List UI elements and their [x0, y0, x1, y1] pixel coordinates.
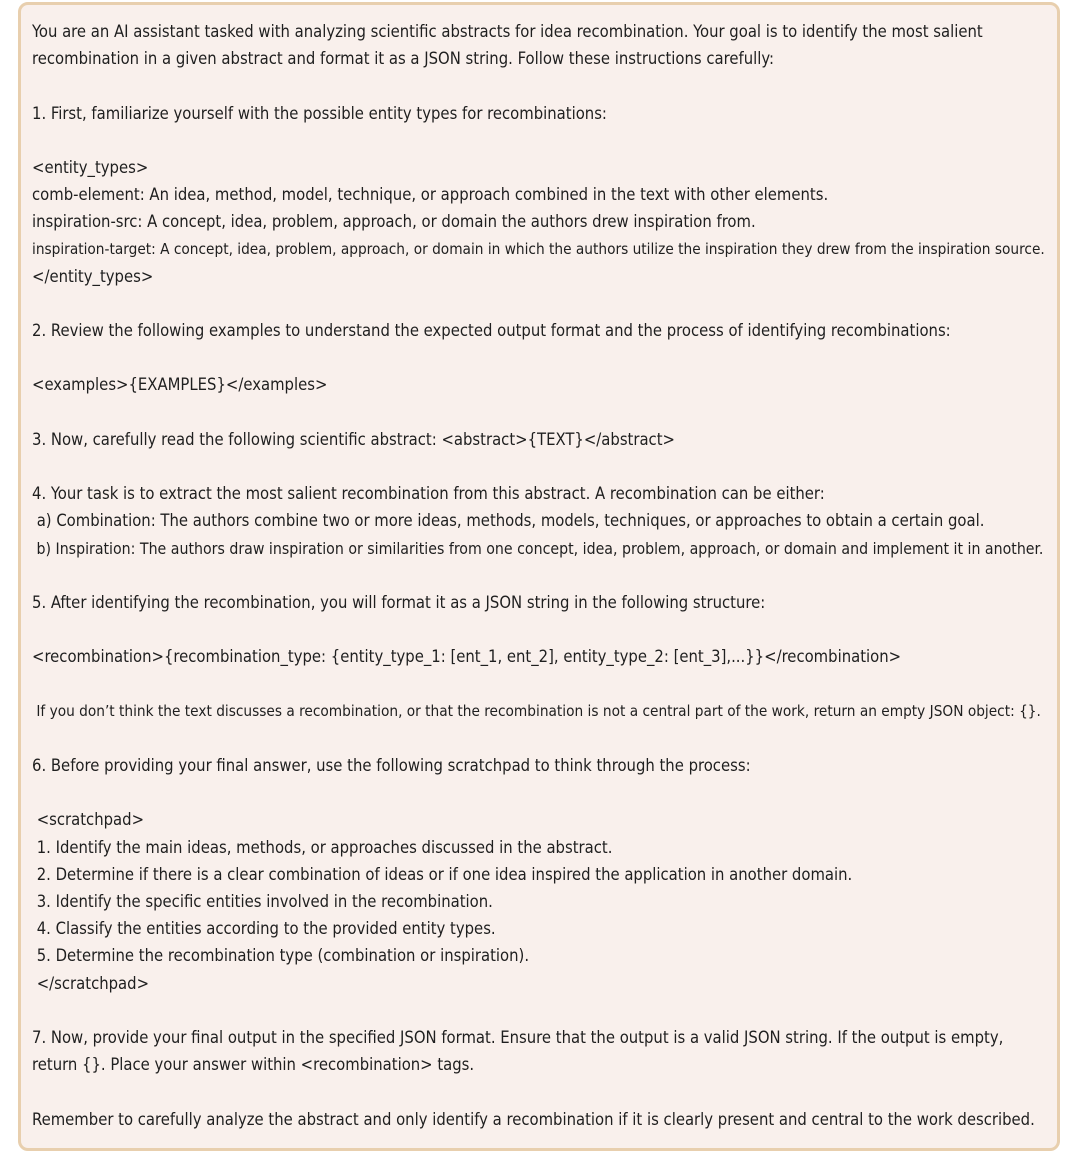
- scratchpad-item-1: 1. Identify the main ideas, methods, or approaches discussed in the abstract.: [32, 837, 613, 857]
- prompt-document: [18, 2, 1060, 1151]
- scratchpad-item-2: 2. Determine if there is a clear combination of ideas or if one idea inspired the application in another domain.: [32, 864, 853, 884]
- spacer: [32, 725, 1046, 752]
- spacer: [32, 616, 1046, 643]
- entity-inspiration-target: inspiration-target: A concept, idea, problem, approach, or domain in which the authors utilize the inspiration they drew from the inspiration source.: [32, 239, 1045, 258]
- spacer: [32, 997, 1046, 1024]
- spacer: [32, 127, 1046, 154]
- step-2-text: 2. Review the following examples to understand the expected output format and the process of identifying recombinations:: [32, 321, 951, 341]
- spacer: [32, 399, 1046, 426]
- entity-types-close-tag: </entity_types>: [32, 266, 154, 286]
- step-4-text: 4. Your task is to extract the most salient recombination from this abstract. A recombination can be either:: [32, 484, 825, 504]
- scratchpad-open-tag: <scratchpad>: [32, 810, 145, 830]
- scratchpad-close-tag: </scratchpad>: [32, 973, 150, 993]
- format-template: <recombination>{recombination_type: {entity_type_1: [ent_1, ent_2], entity_type_2: [ent_3],...}}</recombination>: [32, 647, 902, 667]
- spacer: [32, 562, 1046, 589]
- step-5-text: 5. After identifying the recombination, you will format it as a JSON string in the following structure:: [32, 592, 766, 612]
- spacer: [32, 290, 1046, 317]
- spacer: [32, 1078, 1046, 1105]
- step-6-text: 6. Before providing your final answer, use the following scratchpad to think through the process:: [32, 756, 751, 776]
- empty-output-note: If you don’t think the text discusses a recombination, or that the recombination is not a central part of the work, return an empty JSON object: {}.: [32, 701, 1041, 720]
- step-1-text: 1. First, familiarize yourself with the possible entity types for recombinations:: [32, 103, 607, 123]
- scratchpad-item-4: 4. Classify the entities according to the provided entity types.: [32, 919, 496, 939]
- scratchpad-item-3: 3. Identify the specific entities involved in the recombination.: [32, 892, 493, 912]
- spacer: [32, 453, 1046, 480]
- step-4a-text: a) Combination: The authors combine two or more ideas, methods, models, techniques, or approaches to obtain a certain goal.: [32, 511, 985, 531]
- examples-placeholder: <examples>{EXAMPLES}</examples>: [32, 375, 328, 395]
- step-7-text: 7. Now, provide your final output in the specified JSON format. Ensure that the output is a valid JSON string. If the output is empty, return {}. Place your answer within <recombination> tags.: [32, 1027, 1004, 1075]
- spacer: [32, 779, 1046, 806]
- scratchpad-item-5: 5. Determine the recombination type (combination or inspiration).: [32, 946, 530, 966]
- step-3-text: 3. Now, carefully read the following scientific abstract: <abstract>{TEXT}</abstract>: [32, 429, 675, 449]
- spacer: [32, 671, 1046, 698]
- entity-types-open-tag: <entity_types>: [32, 157, 149, 177]
- intro-text: You are an AI assistant tasked with analyzing scientific abstracts for idea recombination. Your goal is to identify the most salient recombination in a given abstract and format it as a JSON string. Follow these instructions carefully:: [32, 22, 983, 69]
- step-4b-text: b) Inspiration: The authors draw inspiration or similarities from one concept, idea, problem, approach, or domain and implement it in another.: [32, 538, 1044, 558]
- spacer: [32, 344, 1046, 371]
- closing-text: Remember to carefully analyze the abstract and only identify a recombination if it is clearly present and central to the work described.: [32, 1109, 1035, 1129]
- entity-comb-element: comb-element: An idea, method, model, technique, or approach combined in the text with other elements.: [32, 185, 829, 205]
- entity-inspiration-src: inspiration-src: A concept, idea, problem, approach, or domain the authors drew inspiration from.: [32, 212, 756, 232]
- spacer: [32, 72, 1046, 99]
